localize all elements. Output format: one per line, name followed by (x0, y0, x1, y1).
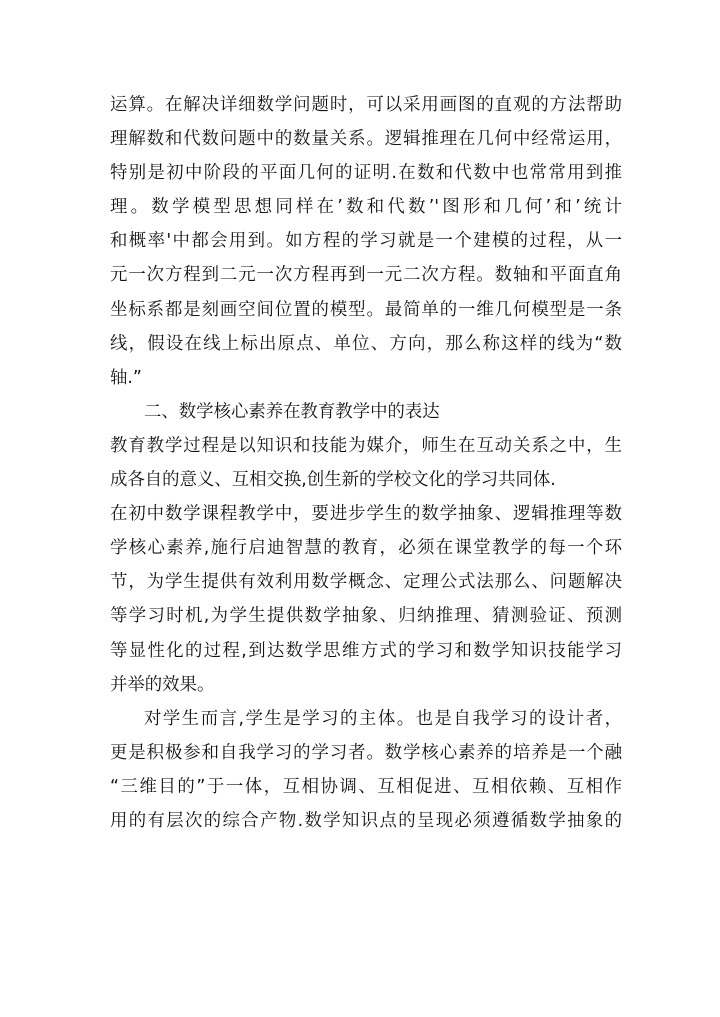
text-line: 运算。在解决详细数学问题时，可以采用画图的直观的方法帮助 (110, 95, 622, 115)
text-line: 并举的效果。 (110, 674, 215, 695)
text-line: 更是积极参和自我学习的学习者。数学核心素养的培养是一个融 (110, 742, 622, 763)
text-line: 特别是初中阶段的平面几何的证明.在数和代数中也常常用到推 (110, 163, 622, 184)
text-line: 元一次方程到二元一次方程再到一元二次方程。数轴和平面直角 (110, 265, 622, 286)
text-line: 轴.” (110, 367, 142, 388)
text-line: 学核心素养,施行启迪智慧的教育，必须在课堂教学的每一个环 (110, 538, 622, 559)
text-line: 坐标系都是刻画空间位置的模型。最简单的一维几何模型是一条 (110, 299, 622, 320)
text-line: 和概率'中都会用到。如方程的学习就是一个建模的过程，从一 (110, 231, 622, 252)
text-line: 等显性化的过程,到达数学思维方式的学习和数学知识技能学习 (110, 640, 622, 661)
text-line: 对学生而言,学生是学习的主体。也是自我学习的设计者， (144, 708, 622, 729)
section-heading: 二、数学核心素养在教育教学中的表达 (144, 401, 440, 422)
text-line: 线，假设在线上标出原点、单位、方向，那么称这样的线为“数 (110, 333, 622, 354)
text-line: 成各自的意义、互相交换,创生新的学校文化的学习共同体. (110, 470, 556, 491)
text-line: “三维目的”于一体，互相协调、互相促进、互相依赖、互相作 (110, 776, 622, 797)
text-line: 理解数和代数问题中的数量关系。逻辑推理在几何中经常运用， (110, 129, 622, 150)
text-line: 等学习时机,为学生提供数学抽象、归纳推理、猜测验证、预测 (110, 606, 622, 627)
text-line: 节，为学生提供有效利用数学概念、定理公式法那么、问题解决 (110, 572, 622, 593)
text-line: 教育教学过程是以知识和技能为媒介，师生在互动关系之中，生 (110, 435, 622, 456)
text-line: 理。数学模型思想同样在’数和代数’'图形和几何’和’统计 (110, 197, 622, 218)
document-body (110, 88, 622, 838)
text-line: 用的有层次的综合产物.数学知识点的呈现必须遵循数学抽象的 (110, 810, 622, 831)
text-line: 在初中数学课程教学中，要进步学生的数学抽象、逻辑推理等数 (110, 504, 622, 525)
